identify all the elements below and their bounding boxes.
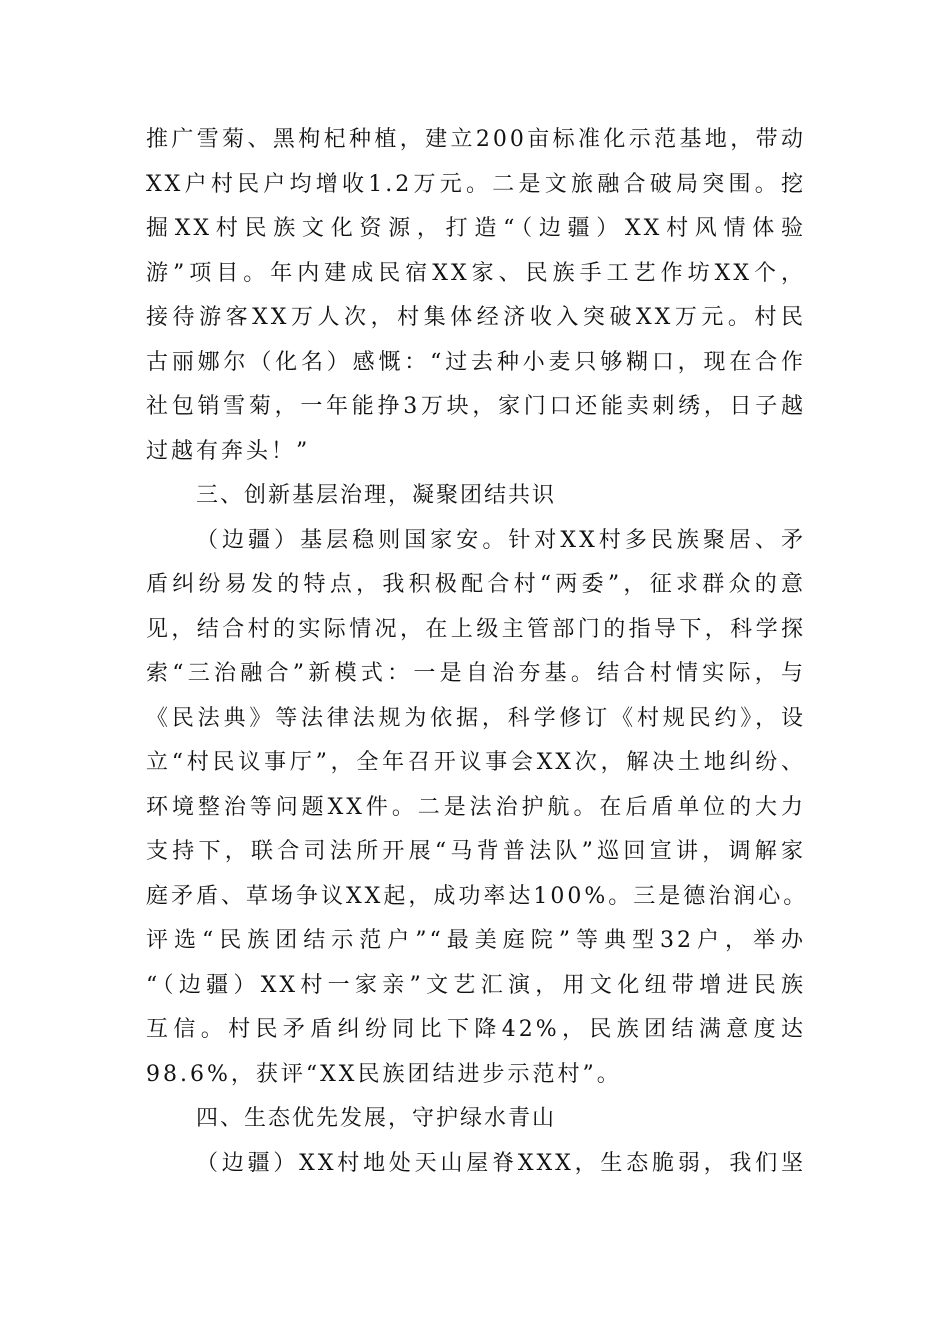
paragraph-line: 过越有奔头！”: [146, 438, 311, 464]
paragraph-line: 支持下，联合司法所开展“马背普法队”巡回宣讲，调解家: [146, 839, 806, 864]
paragraph-line: 索“三治融合”新模式：一是自治夯基。结合村情实际，与: [146, 661, 806, 686]
paragraph-line: “（边疆）XX村一家亲”文艺汇演，用文化纽带增进民族: [146, 972, 806, 998]
paragraph-line: XX户村民户均增收1.2万元。二是文旅融合破局突围。挖: [146, 171, 806, 197]
paragraph-line: 见，结合村的实际情况，在上级主管部门的指导下，科学探: [146, 616, 806, 642]
paragraph-line: 接待游客XX万人次，村集体经济收入突破XX万元。村民: [146, 305, 806, 330]
paragraph-line: 盾纠纷易发的特点，我积极配合村“两委”，征求群众的意: [146, 572, 806, 597]
paragraph-line: 掘XX村民族文化资源，打造“（边疆）XX村风情体验: [146, 216, 806, 241]
paragraph-line: （边疆）基层稳则国家安。针对XX村多民族聚居、矛: [196, 527, 806, 553]
paragraph-line: 98.6%，获评“XX民族团结进步示范村”。: [146, 1061, 622, 1087]
paragraph-line: 推广雪菊、黑枸杞种植，建立200亩标准化示范基地，带动: [146, 127, 806, 152]
section-heading-4: 四、生态优先发展，守护绿水青山: [196, 1106, 557, 1131]
document-body: [146, 118, 809, 1186]
paragraph-line: 环境整治等问题XX件。二是法治护航。在后盾单位的大力: [146, 794, 806, 820]
paragraph-line: 古丽娜尔（化名）感慨：“过去种小麦只够糊口，现在合作: [146, 349, 806, 375]
paragraph-line: 社包销雪菊，一年能挣3万块，家门口还能卖刺绣，日子越: [146, 394, 806, 419]
paragraph-line: 庭矛盾、草场争议XX起，成功率达100%。三是德治润心。: [146, 883, 809, 909]
paragraph-line: 游”项目。年内建成民宿XX家、民族手工艺作坊XX个，: [146, 260, 806, 286]
paragraph-line: 评选“民族团结示范户”“最美庭院”等典型32户，举办: [146, 928, 806, 953]
paragraph-line: （边疆）XX村地处天山屋脊XXX，生态脆弱，我们坚: [196, 1150, 806, 1176]
paragraph-line: 立“村民议事厅”，全年召开议事会XX次，解决土地纠纷、: [146, 750, 806, 775]
paragraph-line: 互信。村民矛盾纠纷同比下降42%，民族团结满意度达: [146, 1017, 806, 1042]
paragraph-line: 《民法典》等法律法规为依据，科学修订《村规民约》，设: [146, 705, 806, 731]
section-heading-3: 三、创新基层治理，凝聚团结共识: [196, 483, 557, 508]
